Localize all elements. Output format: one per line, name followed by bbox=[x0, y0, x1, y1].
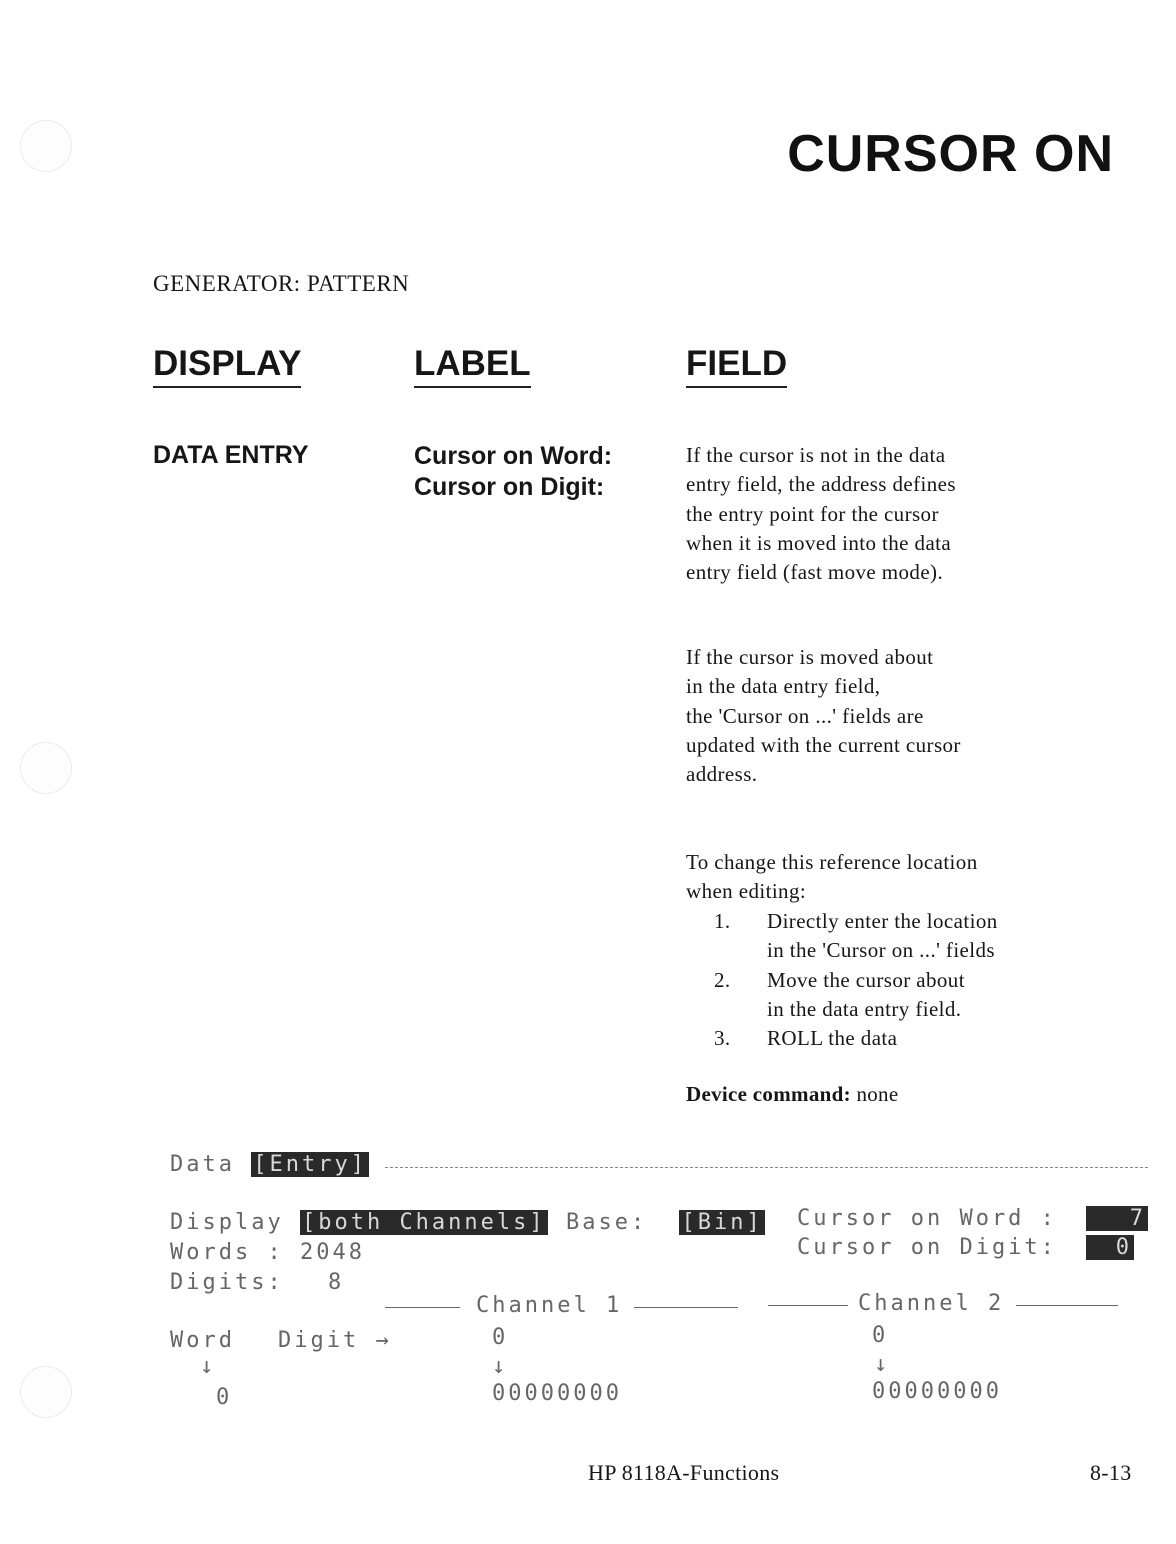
paragraph-line: To change this reference location bbox=[686, 850, 978, 874]
screen-words-label: Words : bbox=[170, 1240, 284, 1265]
screen-ch2-arrow: ↓ bbox=[874, 1352, 891, 1377]
device-command bbox=[686, 1082, 898, 1107]
paragraph-line: the entry point for the cursor bbox=[686, 501, 939, 526]
paragraph-line: entry field, the address defines bbox=[686, 472, 956, 497]
paragraph-2 bbox=[686, 643, 961, 789]
label-list bbox=[414, 441, 612, 503]
device-command-value: none bbox=[856, 1082, 899, 1106]
screen-base-value[interactable]: [Bin] bbox=[681, 1210, 763, 1235]
screen-display-row bbox=[170, 1210, 548, 1235]
paragraph-line: If the cursor is not in the data bbox=[686, 443, 946, 467]
screen-cursor-word-value[interactable]: 7 bbox=[1086, 1206, 1148, 1231]
paragraph-1 bbox=[686, 441, 956, 587]
screen-digits-label: Digits: bbox=[170, 1270, 284, 1295]
screen-base-label: Base: bbox=[566, 1210, 648, 1235]
screen-cursor-digit-label: Cursor on Digit: bbox=[797, 1235, 1057, 1260]
paragraph-line: when it is moved into the data bbox=[686, 530, 952, 555]
punch-hole-middle bbox=[20, 742, 72, 794]
punch-hole-bottom bbox=[20, 1366, 72, 1418]
channel2-rule-right bbox=[1016, 1305, 1118, 1306]
step-text: Move the cursor about bbox=[767, 967, 965, 992]
step-text: Directly enter the location bbox=[767, 909, 998, 933]
step-text: in the 'Cursor on ...' fields bbox=[767, 938, 995, 963]
screen-data-value[interactable]: [Entry] bbox=[253, 1152, 367, 1177]
punch-hole-top bbox=[20, 120, 72, 172]
step-number: 2. bbox=[714, 967, 731, 992]
page-title: CURSOR ON bbox=[787, 125, 1114, 183]
paragraph-line: If the cursor is moved about bbox=[686, 645, 934, 669]
footer-center: HP 8118A-Functions bbox=[588, 1460, 780, 1485]
paragraph-3 bbox=[686, 848, 978, 907]
paragraph-line: address. bbox=[686, 762, 758, 787]
screen-word-header: Word bbox=[170, 1328, 235, 1353]
screen-channel2-label: Channel 2 bbox=[858, 1291, 1005, 1316]
column-header-label: LABEL bbox=[414, 344, 531, 388]
screen-data-label: Data bbox=[170, 1152, 235, 1177]
step-text: ROLL the data bbox=[767, 1026, 898, 1051]
footer-page-number: 8-13 bbox=[1090, 1460, 1132, 1485]
screen-channel1-label: Channel 1 bbox=[476, 1293, 623, 1318]
screen-words-row bbox=[170, 1240, 365, 1265]
channel2-rule-left bbox=[768, 1305, 848, 1306]
screen-digits-value: 8 bbox=[327, 1270, 345, 1295]
screen-ch2-data[interactable]: 00000000 bbox=[872, 1379, 1002, 1404]
section-data-entry: DATA ENTRY bbox=[153, 441, 309, 469]
screen-data-rule bbox=[385, 1167, 1148, 1168]
paragraph-line: updated with the current cursor bbox=[686, 732, 961, 757]
screen-data-row bbox=[170, 1152, 369, 1177]
step-number: 3. bbox=[714, 1026, 731, 1051]
channel1-rule-right bbox=[634, 1307, 738, 1308]
paragraph-line: entry field (fast move mode). bbox=[686, 560, 944, 585]
channel1-rule-left bbox=[385, 1307, 460, 1308]
step-text: in the data entry field. bbox=[767, 996, 962, 1021]
generator-label: GENERATOR: PATTERN bbox=[153, 271, 410, 296]
screen-display-label: Display bbox=[170, 1210, 284, 1235]
screen-digits-row bbox=[170, 1270, 344, 1295]
paragraph-line: when editing: bbox=[686, 879, 807, 904]
screen-ch1-data[interactable]: 00000000 bbox=[492, 1381, 622, 1406]
screen-cursor-digit-value[interactable]: 0 bbox=[1086, 1235, 1134, 1260]
label-cursor-on-digit: Cursor on Digit: bbox=[414, 473, 605, 501]
column-header-display: DISPLAY bbox=[153, 344, 301, 388]
device-command-label: Device command: bbox=[686, 1082, 851, 1106]
screen-ch2-digit: 0 bbox=[872, 1323, 889, 1348]
screen-base-row bbox=[566, 1210, 765, 1235]
paragraph-line: the 'Cursor on ...' fields are bbox=[686, 703, 924, 728]
column-header-field: FIELD bbox=[686, 344, 787, 388]
screen-display-value[interactable]: [both Channels] bbox=[301, 1210, 546, 1235]
paragraph-line: in the data entry field, bbox=[686, 674, 881, 699]
step-number: 1. bbox=[714, 909, 731, 933]
screen-ch1-digit: 0 bbox=[492, 1325, 509, 1350]
screen-digit-header: Digit → bbox=[278, 1328, 392, 1353]
screen-cursor-word-label: Cursor on Word : bbox=[797, 1206, 1057, 1231]
screen-words-value: 2048 bbox=[299, 1240, 365, 1265]
label-cursor-on-word: Cursor on Word: bbox=[414, 442, 613, 470]
screen-word-value: 0 bbox=[216, 1385, 233, 1410]
screen-word-arrow: ↓ bbox=[200, 1354, 217, 1379]
screen-ch1-arrow: ↓ bbox=[492, 1354, 509, 1379]
